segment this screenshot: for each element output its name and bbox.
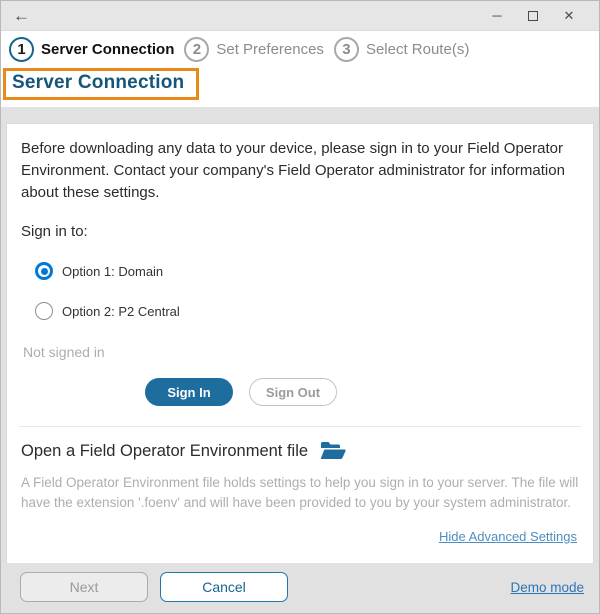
step-3-label: Select Route(s) — [365, 40, 470, 58]
maximize-icon[interactable] — [515, 2, 551, 30]
radio-domain-label: Option 1: Domain — [62, 263, 164, 279]
radio-p2-central-button[interactable] — [35, 302, 53, 320]
sign-in-status: Not signed in — [23, 344, 105, 361]
page-title-highlight-box — [3, 68, 199, 100]
folder-open-icon[interactable] — [320, 441, 346, 461]
open-file-label: Open a Field Operator Environment file — [21, 441, 309, 460]
step-set-preferences[interactable] — [184, 37, 334, 62]
open-file-row — [21, 441, 579, 461]
radio-option-domain[interactable] — [35, 262, 581, 280]
wizard-steps — [1, 31, 599, 67]
content-background — [1, 107, 599, 614]
content-card — [6, 123, 594, 563]
step-1-circle: 1 — [9, 37, 34, 62]
cancel-button[interactable]: Cancel — [160, 572, 288, 602]
close-icon[interactable]: ✕ — [563, 7, 575, 23]
advanced-settings-row — [19, 528, 577, 546]
section-divider — [19, 426, 581, 427]
hide-advanced-settings-link[interactable]: Hide Advanced Settings — [438, 529, 577, 545]
sign-out-button[interactable]: Sign Out — [249, 378, 337, 406]
window-controls — [479, 2, 587, 30]
minimize-icon[interactable]: ─ — [492, 8, 502, 23]
step-server-connection[interactable] — [9, 37, 184, 62]
open-file-description: A Field Operator Environment file holds settings to help you sign in to your server. The file will have the extension '.foenv' and will have been provided to you by your system administrator. — [21, 475, 579, 510]
radio-domain-button[interactable] — [35, 262, 53, 280]
sign-in-button[interactable]: Sign In — [145, 378, 233, 406]
maximize-glyph — [528, 11, 538, 21]
intro-text: Before downloading any data to your device, please sign in to your Field Operator Environment. Contact your company's Field Operator administrator for information about these settings. — [21, 140, 565, 201]
sign-in-to-label: Sign in to: — [21, 223, 88, 241]
step-3-circle: 3 — [334, 37, 359, 62]
page-title: Server Connection — [12, 72, 185, 93]
radio-option-p2-central[interactable] — [35, 302, 581, 320]
step-2-label: Set Preferences — [216, 40, 324, 58]
radio-p2-central-label: Option 2: P2 Central — [62, 303, 180, 319]
titlebar — [1, 1, 599, 31]
footer-bar — [6, 563, 594, 614]
heading-row — [1, 67, 599, 107]
step-1-label: Server Connection — [41, 40, 175, 58]
back-icon[interactable]: ← — [13, 6, 30, 25]
sign-in-button-row — [145, 378, 581, 406]
next-button[interactable]: Next — [20, 572, 148, 602]
step-select-routes[interactable] — [334, 37, 479, 62]
step-2-circle: 2 — [184, 37, 209, 62]
demo-mode-link[interactable]: Demo mode — [510, 579, 584, 595]
